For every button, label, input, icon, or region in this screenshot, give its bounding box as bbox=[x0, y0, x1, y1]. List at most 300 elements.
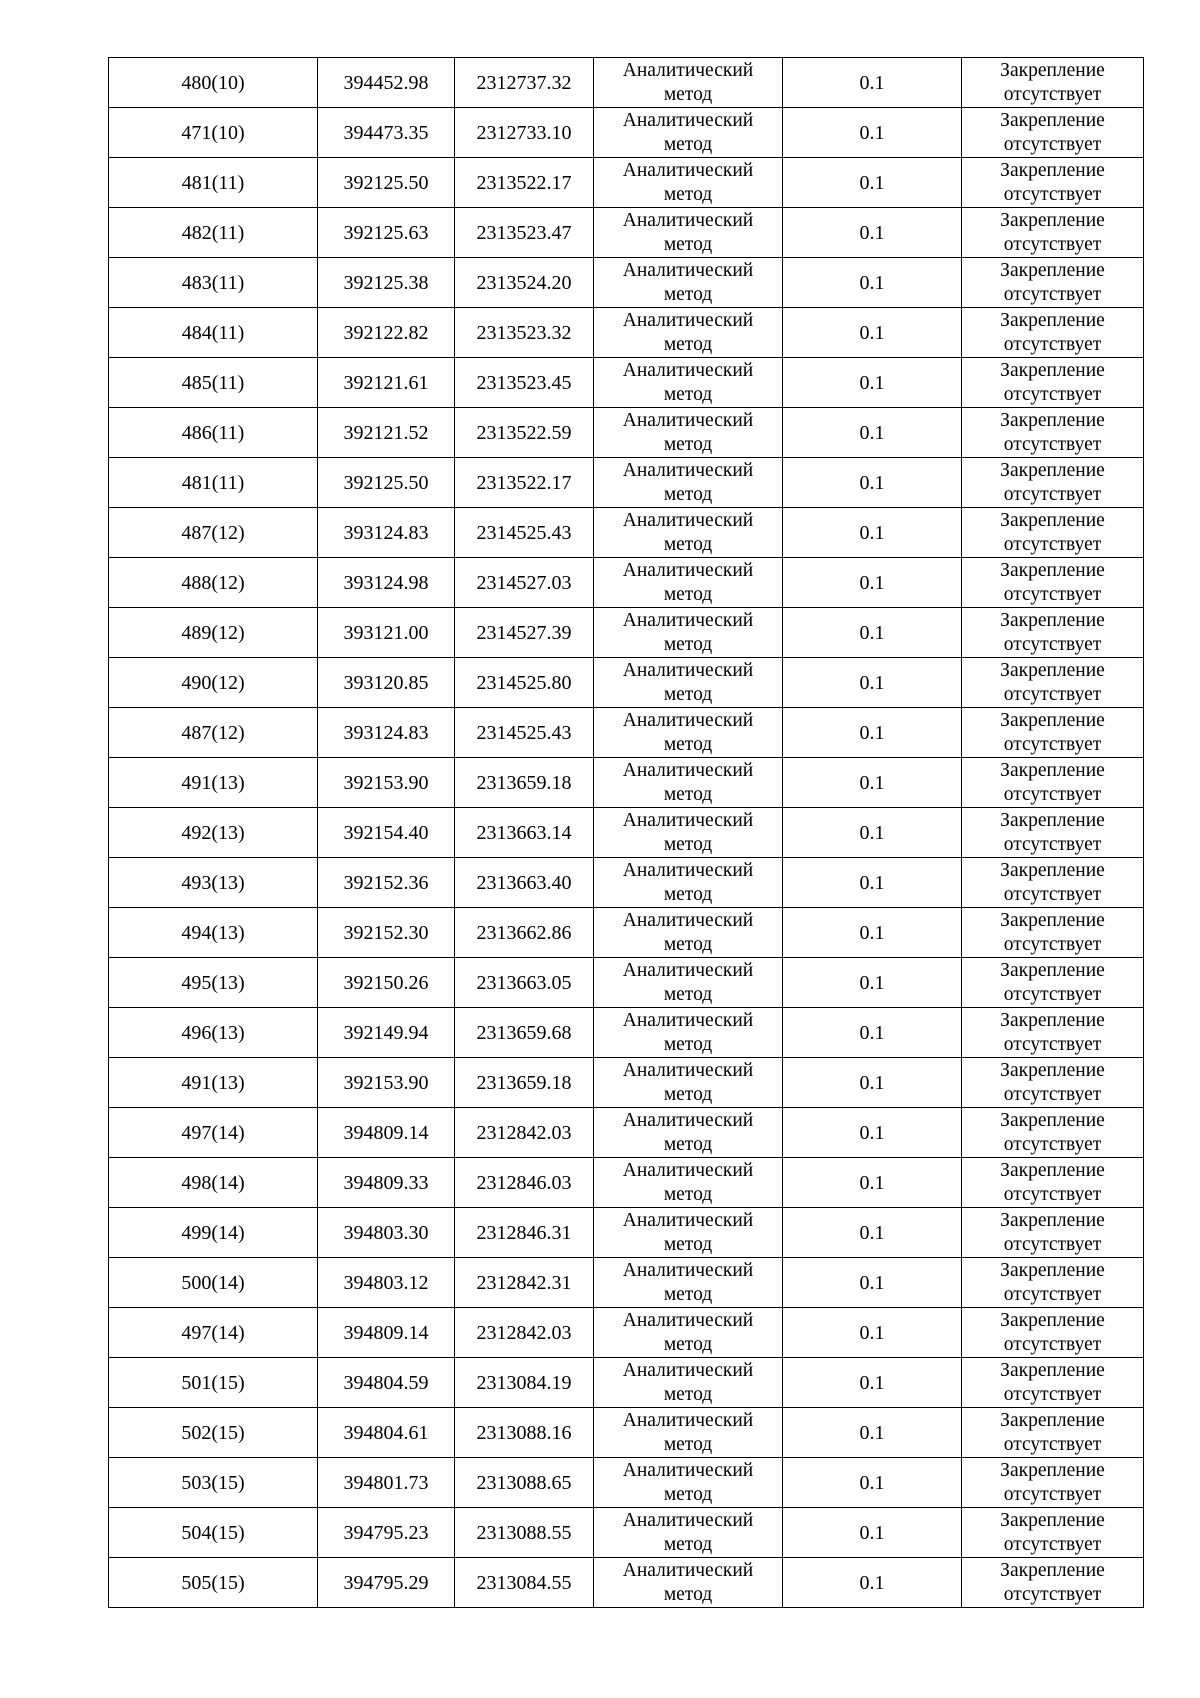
method-cell bbox=[594, 1508, 783, 1558]
x-coordinate-cell: 394809.33 bbox=[318, 1158, 455, 1208]
fixing-cell-line-1: Закрепление bbox=[1000, 1459, 1105, 1481]
table-row bbox=[109, 358, 1144, 408]
point-number-cell: 488(12) bbox=[109, 558, 318, 608]
method-cell bbox=[594, 958, 783, 1008]
method-cell-line-2: метод bbox=[663, 983, 713, 1005]
method-cell bbox=[594, 508, 783, 558]
table-row bbox=[109, 1308, 1144, 1358]
method-cell-line-1: Аналитический bbox=[622, 509, 754, 531]
x-coordinate-cell: 393121.00 bbox=[318, 608, 455, 658]
point-number-cell: 487(12) bbox=[109, 708, 318, 758]
fixing-cell-line-1: Закрепление bbox=[1000, 1009, 1105, 1031]
fixing-cell-line-1: Закрепление bbox=[1000, 1209, 1105, 1231]
method-cell-line-2: метод bbox=[663, 1483, 713, 1505]
fixing-cell bbox=[962, 358, 1144, 408]
fixing-cell bbox=[962, 208, 1144, 258]
fixing-cell-line-1: Закрепление bbox=[1000, 259, 1105, 281]
x-coordinate-cell: 392153.90 bbox=[318, 758, 455, 808]
method-cell-line-2: метод bbox=[663, 833, 713, 855]
accuracy-cell: 0.1 bbox=[783, 1508, 962, 1558]
fixing-cell bbox=[962, 1358, 1144, 1408]
fixing-cell bbox=[962, 858, 1144, 908]
method-cell bbox=[594, 658, 783, 708]
point-number-cell: 482(11) bbox=[109, 208, 318, 258]
fixing-cell-line-1: Закрепление bbox=[1000, 1409, 1105, 1431]
x-coordinate-cell: 393124.83 bbox=[318, 708, 455, 758]
accuracy-cell: 0.1 bbox=[783, 908, 962, 958]
table-row bbox=[109, 158, 1144, 208]
fixing-cell-line-2: отсутствует bbox=[1003, 283, 1102, 305]
method-cell bbox=[594, 108, 783, 158]
fixing-cell-line-1: Закрепление bbox=[1000, 209, 1105, 231]
y-coordinate-cell: 2314525.80 bbox=[455, 658, 594, 708]
x-coordinate-cell: 394452.98 bbox=[318, 58, 455, 108]
accuracy-cell: 0.1 bbox=[783, 408, 962, 458]
table-row bbox=[109, 1408, 1144, 1458]
fixing-cell-line-1: Закрепление bbox=[1000, 859, 1105, 881]
table-row bbox=[109, 108, 1144, 158]
y-coordinate-cell: 2313088.16 bbox=[455, 1408, 594, 1458]
accuracy-cell: 0.1 bbox=[783, 58, 962, 108]
accuracy-cell: 0.1 bbox=[783, 758, 962, 808]
fixing-cell bbox=[962, 908, 1144, 958]
method-cell-line-1: Аналитический bbox=[622, 809, 754, 831]
accuracy-cell: 0.1 bbox=[783, 558, 962, 608]
y-coordinate-cell: 2313523.32 bbox=[455, 308, 594, 358]
fixing-cell-line-2: отсутствует bbox=[1003, 1533, 1102, 1555]
method-cell-line-2: метод bbox=[663, 133, 713, 155]
y-coordinate-cell: 2313663.14 bbox=[455, 808, 594, 858]
y-coordinate-cell: 2313088.65 bbox=[455, 1458, 594, 1508]
x-coordinate-cell: 392152.30 bbox=[318, 908, 455, 958]
point-number-cell: 501(15) bbox=[109, 1358, 318, 1408]
y-coordinate-cell: 2312733.10 bbox=[455, 108, 594, 158]
y-coordinate-cell: 2312842.03 bbox=[455, 1108, 594, 1158]
x-coordinate-cell: 392153.90 bbox=[318, 1058, 455, 1108]
y-coordinate-cell: 2313663.05 bbox=[455, 958, 594, 1008]
point-number-cell: 486(11) bbox=[109, 408, 318, 458]
point-number-cell: 471(10) bbox=[109, 108, 318, 158]
y-coordinate-cell: 2312842.03 bbox=[455, 1308, 594, 1358]
method-cell bbox=[594, 608, 783, 658]
fixing-cell-line-2: отсутствует bbox=[1003, 683, 1102, 705]
accuracy-cell: 0.1 bbox=[783, 1058, 962, 1108]
method-cell-line-1: Аналитический bbox=[622, 59, 754, 81]
method-cell-line-2: метод bbox=[663, 1533, 713, 1555]
y-coordinate-cell: 2314527.39 bbox=[455, 608, 594, 658]
accuracy-cell: 0.1 bbox=[783, 808, 962, 858]
y-coordinate-cell: 2313522.17 bbox=[455, 458, 594, 508]
fixing-cell-line-1: Закрепление bbox=[1000, 609, 1105, 631]
fixing-cell-line-2: отсутствует bbox=[1003, 833, 1102, 855]
fixing-cell-line-2: отсутствует bbox=[1003, 533, 1102, 555]
y-coordinate-cell: 2313659.68 bbox=[455, 1008, 594, 1058]
fixing-cell-line-1: Закрепление bbox=[1000, 959, 1105, 981]
method-cell-line-2: метод bbox=[663, 183, 713, 205]
method-cell-line-1: Аналитический bbox=[622, 609, 754, 631]
method-cell-line-2: метод bbox=[663, 1233, 713, 1255]
fixing-cell-line-2: отсутствует bbox=[1003, 183, 1102, 205]
fixing-cell-line-2: отсутствует bbox=[1003, 1283, 1102, 1305]
point-number-cell: 495(13) bbox=[109, 958, 318, 1008]
point-number-cell: 481(11) bbox=[109, 458, 318, 508]
table-row bbox=[109, 608, 1144, 658]
fixing-cell-line-1: Закрепление bbox=[1000, 309, 1105, 331]
fixing-cell-line-1: Закрепление bbox=[1000, 109, 1105, 131]
method-cell-line-1: Аналитический bbox=[622, 559, 754, 581]
method-cell bbox=[594, 1058, 783, 1108]
method-cell-line-2: метод bbox=[663, 783, 713, 805]
table-row bbox=[109, 558, 1144, 608]
method-cell bbox=[594, 58, 783, 108]
table-row bbox=[109, 708, 1144, 758]
method-cell-line-1: Аналитический bbox=[622, 459, 754, 481]
method-cell-line-1: Аналитический bbox=[622, 1009, 754, 1031]
method-cell-line-2: метод bbox=[663, 1333, 713, 1355]
fixing-cell-line-1: Закрепление bbox=[1000, 809, 1105, 831]
y-coordinate-cell: 2312846.31 bbox=[455, 1208, 594, 1258]
method-cell bbox=[594, 808, 783, 858]
point-number-cell: 500(14) bbox=[109, 1258, 318, 1308]
fixing-cell-line-2: отсутствует bbox=[1003, 1333, 1102, 1355]
fixing-cell-line-2: отсутствует bbox=[1003, 433, 1102, 455]
accuracy-cell: 0.1 bbox=[783, 258, 962, 308]
x-coordinate-cell: 392125.50 bbox=[318, 158, 455, 208]
method-cell-line-2: метод bbox=[663, 333, 713, 355]
accuracy-cell: 0.1 bbox=[783, 1258, 962, 1308]
fixing-cell-line-1: Закрепление bbox=[1000, 559, 1105, 581]
fixing-cell bbox=[962, 1208, 1144, 1258]
point-number-cell: 487(12) bbox=[109, 508, 318, 558]
point-number-cell: 503(15) bbox=[109, 1458, 318, 1508]
y-coordinate-cell: 2313084.19 bbox=[455, 1358, 594, 1408]
fixing-cell bbox=[962, 108, 1144, 158]
table-row bbox=[109, 908, 1144, 958]
accuracy-cell: 0.1 bbox=[783, 1408, 962, 1458]
point-number-cell: 504(15) bbox=[109, 1508, 318, 1558]
y-coordinate-cell: 2313084.55 bbox=[455, 1558, 594, 1608]
fixing-cell-line-2: отсутствует bbox=[1003, 1483, 1102, 1505]
y-coordinate-cell: 2313088.55 bbox=[455, 1508, 594, 1558]
method-cell-line-2: метод bbox=[663, 233, 713, 255]
y-coordinate-cell: 2313659.18 bbox=[455, 1058, 594, 1108]
table-row bbox=[109, 1558, 1144, 1608]
x-coordinate-cell: 392122.82 bbox=[318, 308, 455, 358]
method-cell-line-2: метод bbox=[663, 1183, 713, 1205]
table-row bbox=[109, 308, 1144, 358]
fixing-cell-line-1: Закрепление bbox=[1000, 459, 1105, 481]
method-cell bbox=[594, 1008, 783, 1058]
x-coordinate-cell: 394795.29 bbox=[318, 1558, 455, 1608]
fixing-cell bbox=[962, 1058, 1144, 1108]
table-row bbox=[109, 1508, 1144, 1558]
y-coordinate-cell: 2313659.18 bbox=[455, 758, 594, 808]
x-coordinate-cell: 392154.40 bbox=[318, 808, 455, 858]
method-cell-line-1: Аналитический bbox=[622, 1109, 754, 1131]
fixing-cell-line-1: Закрепление bbox=[1000, 909, 1105, 931]
point-number-cell: 485(11) bbox=[109, 358, 318, 408]
x-coordinate-cell: 392121.52 bbox=[318, 408, 455, 458]
accuracy-cell: 0.1 bbox=[783, 1558, 962, 1608]
x-coordinate-cell: 393120.85 bbox=[318, 658, 455, 708]
accuracy-cell: 0.1 bbox=[783, 1008, 962, 1058]
x-coordinate-cell: 392125.63 bbox=[318, 208, 455, 258]
fixing-cell-line-1: Закрепление bbox=[1000, 1509, 1105, 1531]
accuracy-cell: 0.1 bbox=[783, 358, 962, 408]
method-cell-line-1: Аналитический bbox=[622, 1059, 754, 1081]
x-coordinate-cell: 393124.98 bbox=[318, 558, 455, 608]
fixing-cell-line-2: отсутствует bbox=[1003, 1583, 1102, 1605]
point-number-cell: 497(14) bbox=[109, 1308, 318, 1358]
accuracy-cell: 0.1 bbox=[783, 658, 962, 708]
accuracy-cell: 0.1 bbox=[783, 158, 962, 208]
method-cell-line-1: Аналитический bbox=[622, 259, 754, 281]
fixing-cell-line-2: отсутствует bbox=[1003, 983, 1102, 1005]
method-cell bbox=[594, 1408, 783, 1458]
fixing-cell-line-2: отсутствует bbox=[1003, 933, 1102, 955]
method-cell-line-1: Аналитический bbox=[622, 1309, 754, 1331]
fixing-cell-line-1: Закрепление bbox=[1000, 1259, 1105, 1281]
point-number-cell: 502(15) bbox=[109, 1408, 318, 1458]
method-cell-line-1: Аналитический bbox=[622, 159, 754, 181]
fixing-cell-line-2: отсутствует bbox=[1003, 1233, 1102, 1255]
method-cell-line-2: метод bbox=[663, 733, 713, 755]
table-row bbox=[109, 658, 1144, 708]
fixing-cell-line-2: отсутствует bbox=[1003, 633, 1102, 655]
fixing-cell-line-2: отсутствует bbox=[1003, 333, 1102, 355]
method-cell bbox=[594, 758, 783, 808]
fixing-cell bbox=[962, 58, 1144, 108]
fixing-cell-line-1: Закрепление bbox=[1000, 1159, 1105, 1181]
table-row bbox=[109, 1158, 1144, 1208]
y-coordinate-cell: 2314525.43 bbox=[455, 708, 594, 758]
accuracy-cell: 0.1 bbox=[783, 1308, 962, 1358]
x-coordinate-cell: 392125.38 bbox=[318, 258, 455, 308]
table-row bbox=[109, 458, 1144, 508]
accuracy-cell: 0.1 bbox=[783, 608, 962, 658]
fixing-cell-line-2: отсутствует bbox=[1003, 783, 1102, 805]
fixing-cell bbox=[962, 1158, 1144, 1208]
fixing-cell bbox=[962, 508, 1144, 558]
point-number-cell: 505(15) bbox=[109, 1558, 318, 1608]
method-cell-line-2: метод bbox=[663, 433, 713, 455]
x-coordinate-cell: 392125.50 bbox=[318, 458, 455, 508]
point-number-cell: 493(13) bbox=[109, 858, 318, 908]
method-cell-line-1: Аналитический bbox=[622, 1259, 754, 1281]
fixing-cell bbox=[962, 1508, 1144, 1558]
method-cell bbox=[594, 258, 783, 308]
fixing-cell bbox=[962, 308, 1144, 358]
accuracy-cell: 0.1 bbox=[783, 1108, 962, 1158]
method-cell bbox=[594, 708, 783, 758]
fixing-cell bbox=[962, 1308, 1144, 1358]
fixing-cell-line-1: Закрепление bbox=[1000, 659, 1105, 681]
x-coordinate-cell: 394795.23 bbox=[318, 1508, 455, 1558]
table-row bbox=[109, 1208, 1144, 1258]
method-cell bbox=[594, 158, 783, 208]
method-cell-line-1: Аналитический bbox=[622, 1559, 754, 1581]
accuracy-cell: 0.1 bbox=[783, 208, 962, 258]
method-cell-line-1: Аналитический bbox=[622, 209, 754, 231]
point-number-cell: 498(14) bbox=[109, 1158, 318, 1208]
y-coordinate-cell: 2313524.20 bbox=[455, 258, 594, 308]
method-cell bbox=[594, 208, 783, 258]
table-row bbox=[109, 758, 1144, 808]
fixing-cell bbox=[962, 408, 1144, 458]
x-coordinate-cell: 393124.83 bbox=[318, 508, 455, 558]
fixing-cell-line-1: Закрепление bbox=[1000, 359, 1105, 381]
fixing-cell-line-1: Закрепление bbox=[1000, 1059, 1105, 1081]
method-cell-line-2: метод bbox=[663, 883, 713, 905]
method-cell-line-2: метод bbox=[663, 283, 713, 305]
fixing-cell-line-1: Закрепление bbox=[1000, 709, 1105, 731]
fixing-cell bbox=[962, 1408, 1144, 1458]
accuracy-cell: 0.1 bbox=[783, 108, 962, 158]
table-row bbox=[109, 258, 1144, 308]
fixing-cell-line-2: отсутствует bbox=[1003, 133, 1102, 155]
accuracy-cell: 0.1 bbox=[783, 1158, 962, 1208]
method-cell-line-1: Аналитический bbox=[622, 309, 754, 331]
method-cell-line-1: Аналитический bbox=[622, 909, 754, 931]
fixing-cell-line-2: отсутствует bbox=[1003, 83, 1102, 105]
fixing-cell bbox=[962, 1108, 1144, 1158]
method-cell-line-1: Аналитический bbox=[622, 1159, 754, 1181]
fixing-cell-line-2: отсутствует bbox=[1003, 233, 1102, 255]
fixing-cell-line-1: Закрепление bbox=[1000, 1109, 1105, 1131]
y-coordinate-cell: 2313523.47 bbox=[455, 208, 594, 258]
method-cell-line-1: Аналитический bbox=[622, 709, 754, 731]
fixing-cell-line-2: отсутствует bbox=[1003, 583, 1102, 605]
accuracy-cell: 0.1 bbox=[783, 1358, 962, 1408]
method-cell-line-1: Аналитический bbox=[622, 859, 754, 881]
fixing-cell bbox=[962, 958, 1144, 1008]
method-cell bbox=[594, 858, 783, 908]
fixing-cell-line-1: Закрепление bbox=[1000, 1559, 1105, 1581]
coordinates-table bbox=[108, 57, 1144, 1608]
point-number-cell: 494(13) bbox=[109, 908, 318, 958]
method-cell-line-1: Аналитический bbox=[622, 1459, 754, 1481]
method-cell bbox=[594, 1558, 783, 1608]
table-row bbox=[109, 408, 1144, 458]
accuracy-cell: 0.1 bbox=[783, 958, 962, 1008]
method-cell-line-1: Аналитический bbox=[622, 1409, 754, 1431]
y-coordinate-cell: 2313663.40 bbox=[455, 858, 594, 908]
fixing-cell bbox=[962, 158, 1144, 208]
fixing-cell-line-2: отсутствует bbox=[1003, 1083, 1102, 1105]
table-row bbox=[109, 1458, 1144, 1508]
method-cell bbox=[594, 908, 783, 958]
point-number-cell: 491(13) bbox=[109, 758, 318, 808]
point-number-cell: 492(13) bbox=[109, 808, 318, 858]
table-row bbox=[109, 1058, 1144, 1108]
table-row bbox=[109, 1358, 1144, 1408]
method-cell-line-2: метод bbox=[663, 1283, 713, 1305]
method-cell-line-2: метод bbox=[663, 1133, 713, 1155]
accuracy-cell: 0.1 bbox=[783, 308, 962, 358]
method-cell-line-2: метод bbox=[663, 1033, 713, 1055]
method-cell-line-2: метод bbox=[663, 1383, 713, 1405]
fixing-cell bbox=[962, 608, 1144, 658]
x-coordinate-cell: 392150.26 bbox=[318, 958, 455, 1008]
y-coordinate-cell: 2312846.03 bbox=[455, 1158, 594, 1208]
fixing-cell-line-1: Закрепление bbox=[1000, 1359, 1105, 1381]
fixing-cell bbox=[962, 1258, 1144, 1308]
y-coordinate-cell: 2312737.32 bbox=[455, 58, 594, 108]
fixing-cell bbox=[962, 558, 1144, 608]
method-cell bbox=[594, 1308, 783, 1358]
x-coordinate-cell: 394473.35 bbox=[318, 108, 455, 158]
point-number-cell: 499(14) bbox=[109, 1208, 318, 1258]
table-row bbox=[109, 808, 1144, 858]
fixing-cell bbox=[962, 708, 1144, 758]
fixing-cell bbox=[962, 808, 1144, 858]
coordinates-table-body bbox=[109, 58, 1144, 1608]
method-cell-line-2: метод bbox=[663, 483, 713, 505]
method-cell-line-1: Аналитический bbox=[622, 759, 754, 781]
x-coordinate-cell: 392121.61 bbox=[318, 358, 455, 408]
method-cell bbox=[594, 308, 783, 358]
method-cell-line-2: метод bbox=[663, 583, 713, 605]
method-cell-line-2: метод bbox=[663, 933, 713, 955]
fixing-cell-line-2: отсутствует bbox=[1003, 483, 1102, 505]
point-number-cell: 496(13) bbox=[109, 1008, 318, 1058]
y-coordinate-cell: 2314525.43 bbox=[455, 508, 594, 558]
point-number-cell: 491(13) bbox=[109, 1058, 318, 1108]
x-coordinate-cell: 394804.59 bbox=[318, 1358, 455, 1408]
point-number-cell: 497(14) bbox=[109, 1108, 318, 1158]
point-number-cell: 483(11) bbox=[109, 258, 318, 308]
method-cell bbox=[594, 1158, 783, 1208]
accuracy-cell: 0.1 bbox=[783, 858, 962, 908]
method-cell-line-2: метод bbox=[663, 1083, 713, 1105]
y-coordinate-cell: 2313662.86 bbox=[455, 908, 594, 958]
table-row bbox=[109, 858, 1144, 908]
fixing-cell-line-2: отсутствует bbox=[1003, 1133, 1102, 1155]
fixing-cell bbox=[962, 1008, 1144, 1058]
method-cell-line-2: метод bbox=[663, 383, 713, 405]
method-cell-line-1: Аналитический bbox=[622, 659, 754, 681]
y-coordinate-cell: 2313522.17 bbox=[455, 158, 594, 208]
y-coordinate-cell: 2313522.59 bbox=[455, 408, 594, 458]
accuracy-cell: 0.1 bbox=[783, 458, 962, 508]
fixing-cell-line-2: отсутствует bbox=[1003, 383, 1102, 405]
fixing-cell bbox=[962, 658, 1144, 708]
method-cell-line-2: метод bbox=[663, 633, 713, 655]
x-coordinate-cell: 392149.94 bbox=[318, 1008, 455, 1058]
point-number-cell: 481(11) bbox=[109, 158, 318, 208]
accuracy-cell: 0.1 bbox=[783, 508, 962, 558]
fixing-cell bbox=[962, 258, 1144, 308]
fixing-cell-line-2: отсутствует bbox=[1003, 883, 1102, 905]
table-row bbox=[109, 208, 1144, 258]
fixing-cell-line-2: отсутствует bbox=[1003, 1033, 1102, 1055]
fixing-cell-line-2: отсутствует bbox=[1003, 733, 1102, 755]
accuracy-cell: 0.1 bbox=[783, 1458, 962, 1508]
x-coordinate-cell: 394809.14 bbox=[318, 1108, 455, 1158]
method-cell-line-1: Аналитический bbox=[622, 959, 754, 981]
table-row bbox=[109, 958, 1144, 1008]
table-row bbox=[109, 1108, 1144, 1158]
table-row bbox=[109, 508, 1144, 558]
fixing-cell-line-1: Закрепление bbox=[1000, 159, 1105, 181]
x-coordinate-cell: 394803.12 bbox=[318, 1258, 455, 1308]
table-row bbox=[109, 1008, 1144, 1058]
method-cell-line-1: Аналитический bbox=[622, 359, 754, 381]
fixing-cell bbox=[962, 458, 1144, 508]
x-coordinate-cell: 392152.36 bbox=[318, 858, 455, 908]
method-cell-line-1: Аналитический bbox=[622, 1359, 754, 1381]
x-coordinate-cell: 394803.30 bbox=[318, 1208, 455, 1258]
